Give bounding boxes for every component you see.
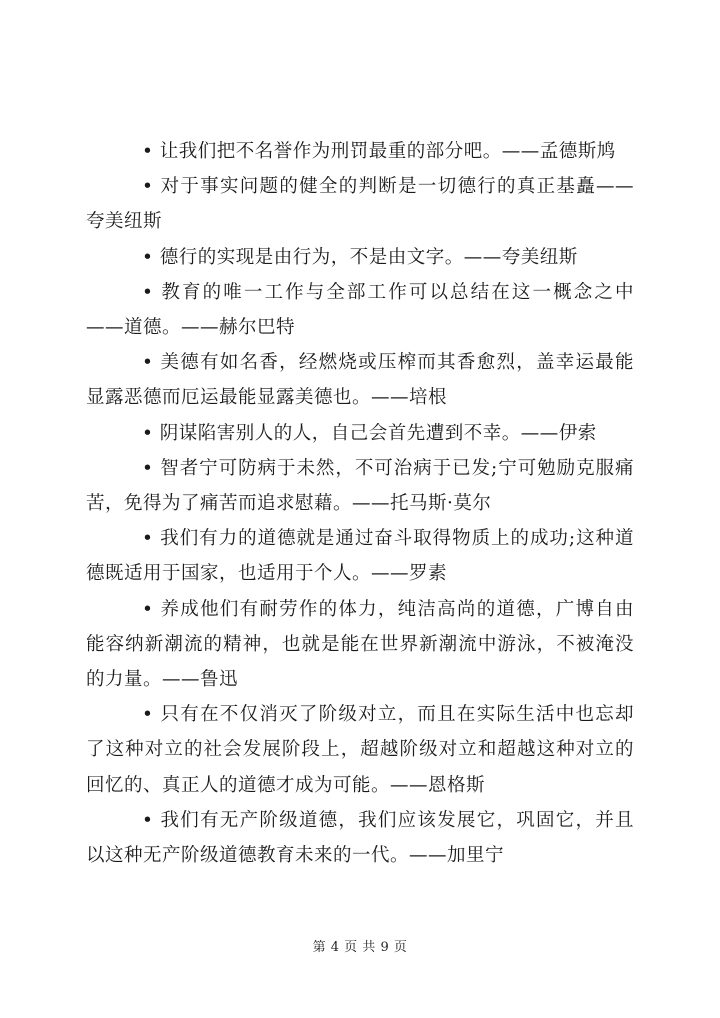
quote-paragraph: • 只有在不仅消灭了阶级对立，而且在实际生活中也忘却了这种对立的社会发展阶段上，超越阶级对立和超越这种对立的回忆的、真正人的道德才成为可能。——恩格斯: [86, 704, 634, 796]
quote-paragraph: • 让我们把不名誉作为刑罚最重的部分吧。——孟德斯鸠: [142, 141, 616, 162]
quote-paragraph: • 养成他们有耐劳作的体力，纯洁高尚的道德，广博自由能容纳新潮流的精神，也就是能在世界新潮流中游泳，不被淹没的力量。——鲁迅: [86, 598, 634, 691]
quote-list: [86, 134, 634, 873]
quote-paragraph: • 智者宁可防病于未然，不可治病于已发;宁可勉励克服痛苦，免得为了痛苦而追求慰藉。——托马斯·莫尔: [86, 457, 634, 515]
quote-paragraph: • 教育的唯一工作与全部工作可以总结在这一概念之中——道德。——赫尔巴特: [86, 281, 634, 339]
page-footer: [0, 936, 720, 955]
quote-paragraph: • 我们有力的道德就是通过奋斗取得物质上的成功;这种道德既适用于国家，也适用于个人。——罗素: [86, 528, 634, 585]
quote-paragraph: • 对于事实问题的健全的判断是一切德行的真正基矗——夸美纽斯: [86, 176, 634, 233]
quote-paragraph: • 我们有无产阶级道德，我们应该发展它，巩固它，并且以这种无产阶级道德教育未来的一代。——加里宁: [86, 809, 634, 867]
quote-paragraph: • 德行的实现是由行为，不是由文字。——夸美纽斯: [142, 246, 578, 268]
quote-paragraph: • 阴谋陷害别人的人，自己会首先遭到不幸。——伊索: [142, 422, 597, 444]
quote-paragraph: • 美德有如名香，经燃烧或压榨而其香愈烈，盖幸运最能显露恶德而厄运最能显露美德也。——培根: [86, 352, 634, 409]
page-number: 第 4 页 共 9 页: [312, 940, 408, 955]
